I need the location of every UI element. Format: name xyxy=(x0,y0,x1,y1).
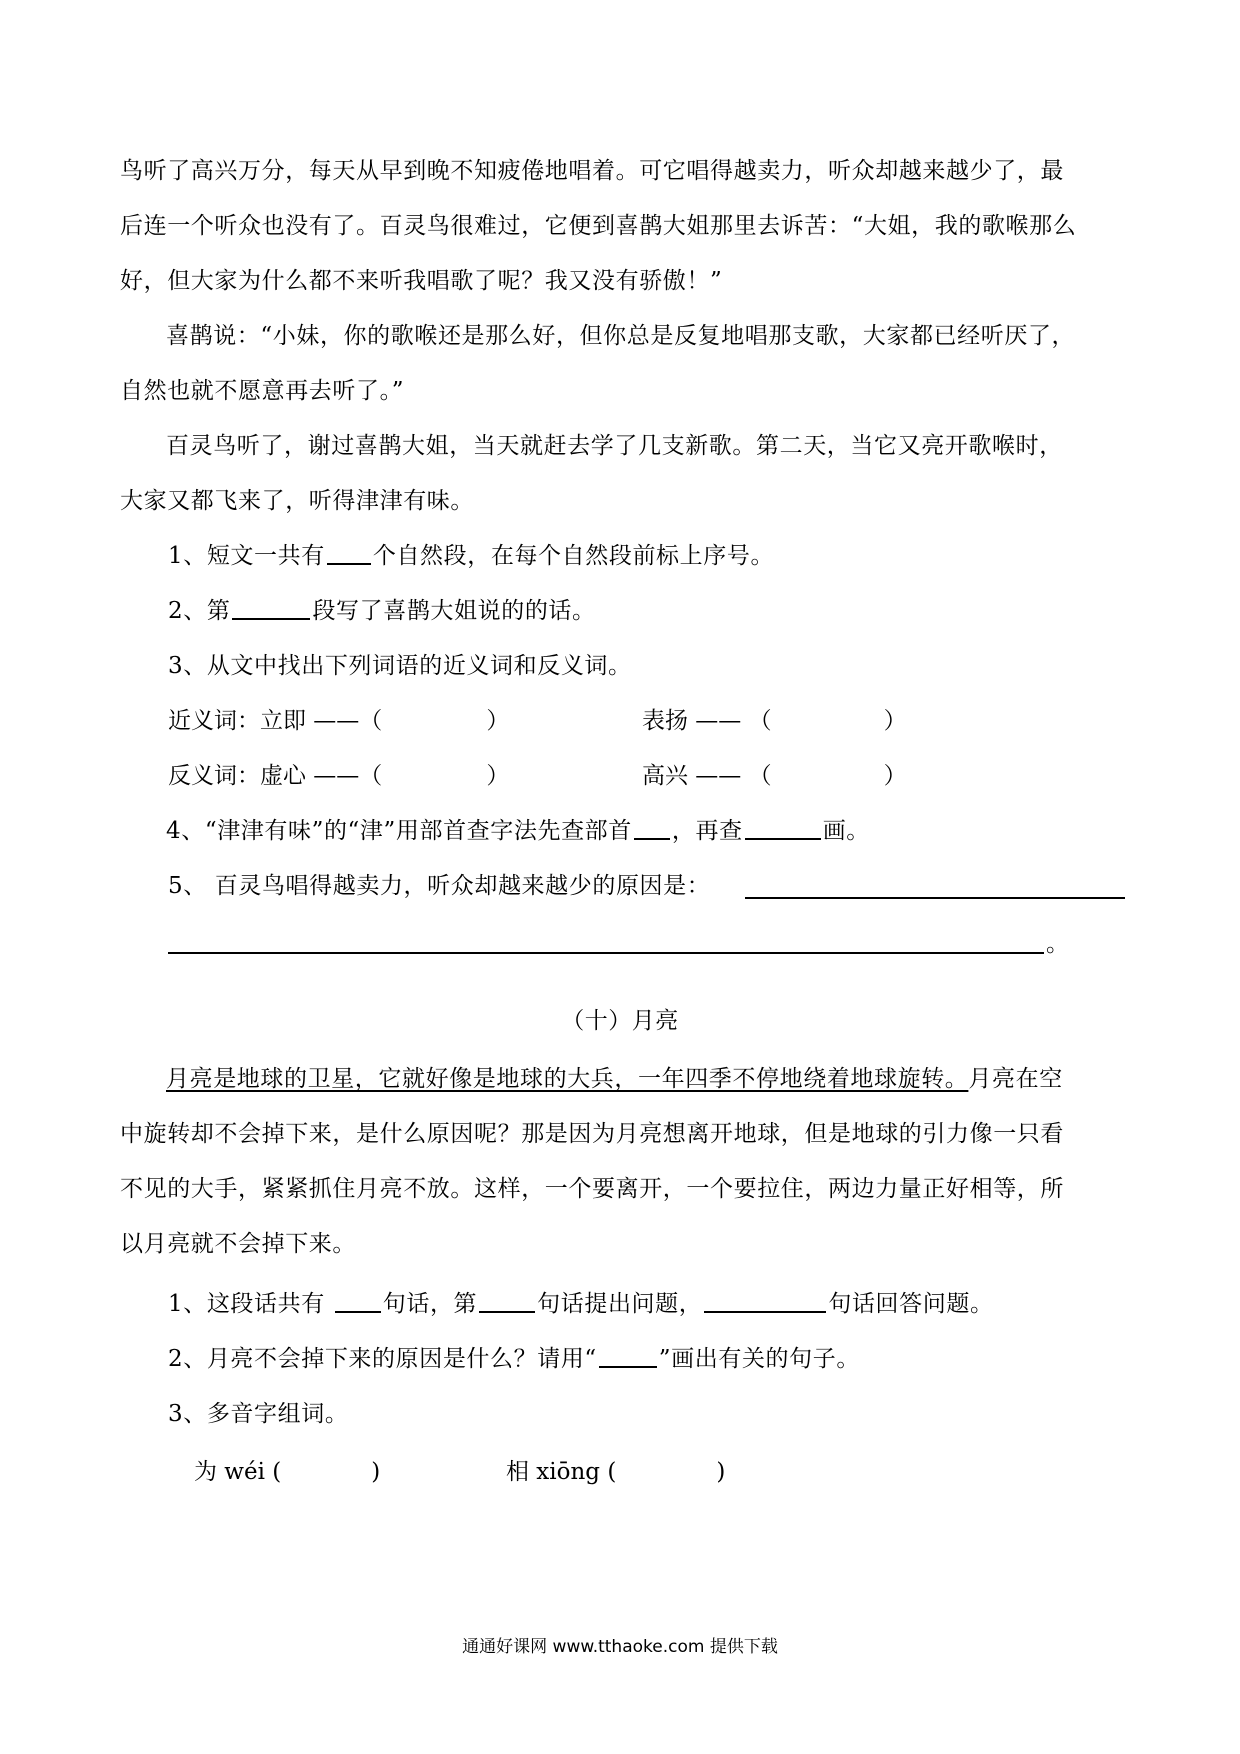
passage-line: 以月亮就不会掉下来。 xyxy=(120,1231,356,1257)
question-text: 4、“津津有味”的“津”用部首查字法先查部首 xyxy=(166,818,632,844)
passage-line: 好，但大家为什么都不来听我唱歌了呢？我又没有骄傲！” xyxy=(120,268,723,294)
passage-line xyxy=(166,1060,1178,1093)
question-text: 2、月亮不会掉下来的原因是什么？请用“ xyxy=(168,1346,597,1372)
answer-blank[interactable] xyxy=(745,815,821,840)
answer-blank[interactable] xyxy=(327,540,371,565)
antonym-label: 反义词：虚心 ——（ xyxy=(168,763,383,789)
passage-line: 百灵鸟听了，谢过喜鹊大姐，当天就赶去学了几支新歌。第二天，当它又亮开歌喉时， xyxy=(166,433,1063,459)
question-text: 句话回答问题。 xyxy=(828,1291,994,1317)
section-title: （十）月亮 xyxy=(561,1008,679,1034)
answer-blank[interactable] xyxy=(335,1288,381,1313)
passage-line: 不见的大手，紧紧抓住月亮不放。这样，一个要离开，一个要拉住，两边力量正好相等，所 xyxy=(120,1176,1064,1202)
paren-close: ） xyxy=(486,708,510,734)
passage-line: 中旋转却不会掉下来，是什么原因呢？那是因为月亮想离开地球，但是地球的引力像一只看 xyxy=(120,1121,1064,1147)
antonym-row xyxy=(168,757,509,790)
passage-line: 大家又都飞来了，听得津津有味。 xyxy=(120,488,474,514)
answer-blank[interactable] xyxy=(599,1343,657,1368)
question-2 xyxy=(168,592,1180,625)
antonym-row-2 xyxy=(642,757,907,790)
answer-line[interactable] xyxy=(745,897,1125,899)
answer-line[interactable] xyxy=(168,952,1044,954)
polyphone-label: 为 wéi ( xyxy=(194,1459,282,1485)
passage-line: 鸟听了高兴万分，每天从早到晚不知疲倦地唱着。可它唱得越卖力，听众却越来越少了，最 xyxy=(120,158,1064,184)
paren-close: ） xyxy=(883,763,907,789)
paren-close: ） xyxy=(486,763,510,789)
passage-line: 后连一个听众也没有了。百灵鸟很难过，它便到喜鹊大姐那里去诉苦：“大姐，我的歌喉那么 xyxy=(120,213,1077,239)
question-text: 个自然段，在每个自然段前标上序号。 xyxy=(372,543,775,569)
polyphone-wei xyxy=(194,1453,380,1486)
period: 。 xyxy=(1046,931,1070,957)
paren-close: ) xyxy=(371,1459,381,1485)
question-2 xyxy=(168,1340,1180,1373)
answer-blank[interactable] xyxy=(704,1288,826,1313)
paren-close: ） xyxy=(883,708,907,734)
passage-text: 月亮在空 xyxy=(968,1066,1063,1092)
question-1 xyxy=(168,1285,1180,1318)
question-1 xyxy=(168,537,1180,570)
question-text: 段写了喜鹊大姐说的的话。 xyxy=(312,598,596,624)
question-4 xyxy=(166,812,1178,845)
question-text: 1、短文一共有 xyxy=(168,543,325,569)
polyphone-label: 相 xiōng ( xyxy=(506,1459,617,1485)
paren-close: ) xyxy=(716,1459,726,1485)
answer-blank[interactable] xyxy=(479,1288,535,1313)
synonym-row-2 xyxy=(642,702,907,735)
answer-blank[interactable] xyxy=(634,815,670,840)
question-text: 句话，第 xyxy=(382,1291,478,1317)
question-text: 2、第 xyxy=(168,598,231,624)
question-3: 3、多音字组词。 xyxy=(168,1401,349,1427)
footer-credit: 通通好课网 www.tthaoke.com 提供下载 xyxy=(462,1637,778,1657)
question-3: 3、从文中找出下列词语的近义词和反义词。 xyxy=(168,653,632,679)
question-text: ”画出有关的句子。 xyxy=(658,1346,860,1372)
polyphone-xiang xyxy=(506,1453,725,1486)
question-text: ，再查 xyxy=(671,818,743,844)
passage-line: 自然也就不愿意再去听了。” xyxy=(120,378,405,404)
antonym-label: 高兴 —— （ xyxy=(642,763,772,789)
question-5: 5、 百灵鸟唱得越卖力，听众却越来越少的原因是： xyxy=(168,873,711,899)
question-text: 画。 xyxy=(822,818,870,844)
underlined-sentence: 月亮是地球的卫星，它就好像是地球的大兵，一年四季不停地绕着地球旋转。 xyxy=(166,1066,969,1092)
question-text: 句话提出问题， xyxy=(537,1291,703,1317)
synonym-label: 表扬 —— （ xyxy=(642,708,772,734)
question-text: 1、这段话共有 xyxy=(168,1291,333,1317)
passage-line: 喜鹊说：“小妹，你的歌喉还是那么好，但你总是反复地唱那支歌，大家都已经听厌了， xyxy=(166,323,1076,349)
synonym-label: 近义词：立即 ——（ xyxy=(168,708,383,734)
answer-blank[interactable] xyxy=(232,595,310,620)
synonym-row xyxy=(168,702,509,735)
